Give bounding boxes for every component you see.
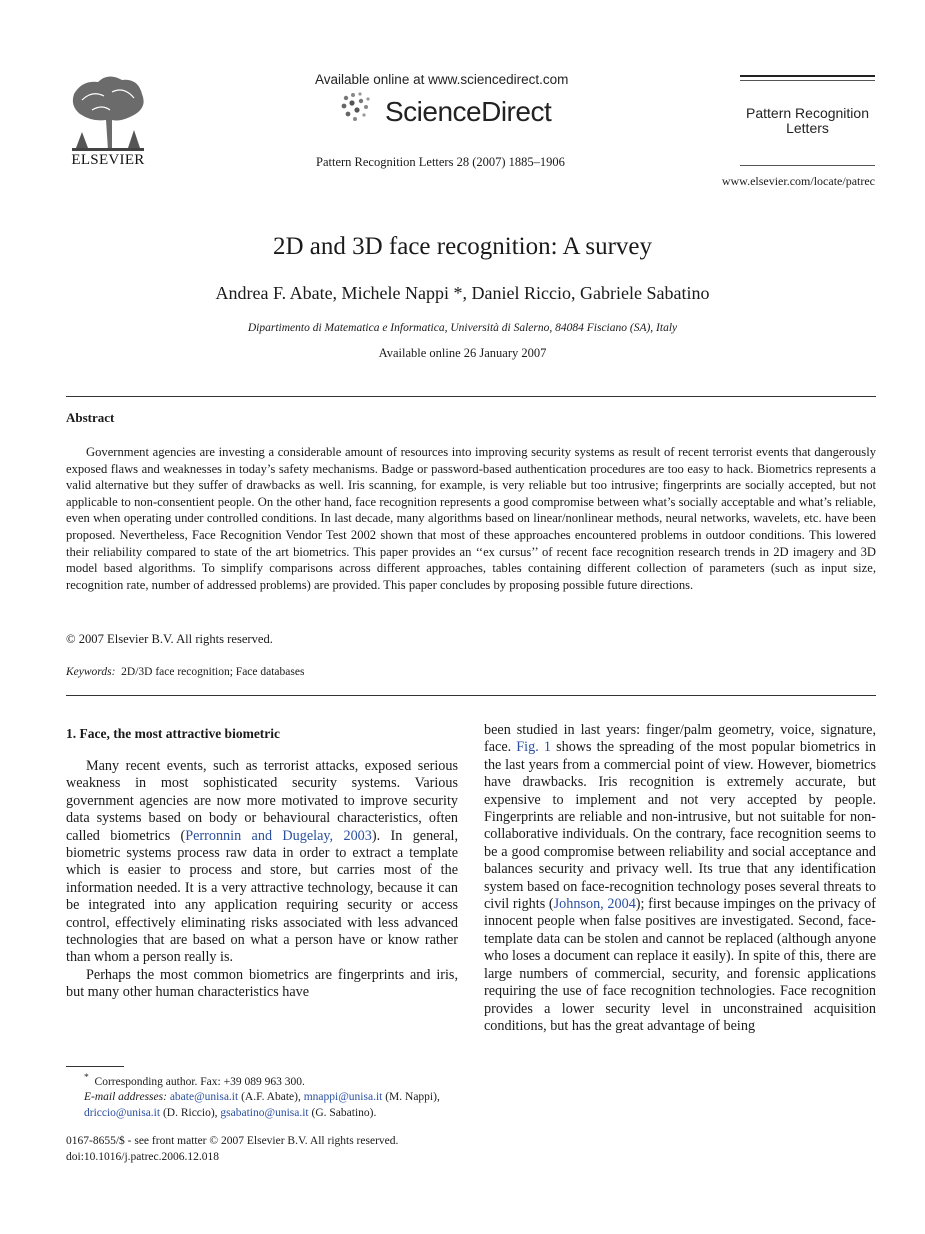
paragraph — [484, 722, 876, 1035]
available-online-banner[interactable]: Available online at www.sciencedirect.com — [315, 72, 569, 87]
footnote-text: Corresponding author. Fax: +39 089 963 300. — [94, 1075, 305, 1088]
keywords — [66, 666, 304, 678]
front-matter — [66, 1134, 486, 1165]
journal-box-rule — [740, 75, 875, 77]
section-heading: 1. Face, the most attractive biometric — [66, 726, 281, 741]
online-date: Available online 26 January 2007 — [378, 346, 547, 360]
footnote-corresponding — [66, 1070, 458, 1090]
article-authors: Andrea F. Abate, Michele Nappi *, Daniel Riccio, Gabriele Sabatino — [215, 283, 710, 303]
article-title: 2D and 3D face recognition: A survey — [272, 233, 653, 260]
footnote-emails — [66, 1090, 458, 1121]
abstract-copyright: © 2007 Elsevier B.V. All rights reserved. — [66, 632, 273, 646]
journal-citation: Pattern Recognition Letters 28 (2007) 1885–1906 — [316, 155, 565, 169]
journal-title — [740, 106, 875, 136]
keywords-list: 2D/3D face recognition; Face databases — [121, 666, 305, 678]
keywords-label: Keywords: — [66, 666, 116, 678]
paragraph-text: shows the spreading of the most popular biometrics in the last years from a commercial point of view. However, biometrics have drawbacks. Iris recognition is extremely accurate, but expensive to implement and not very accepted by people. Fingerprints are reliable and non-intrusive, but not suitable for non-collaborative individuals. On the contrary, face recognition seems to be a good compromise between reliability and social acceptance and balances security and privacy well. Its true that any identification system based on face-recognition technology poses several threats to civil rights ( — [484, 739, 876, 913]
email-owner: (A.F. Abate), — [238, 1091, 304, 1104]
journal-box-rule — [740, 165, 875, 166]
figure-link[interactable]: Fig. 1 — [516, 739, 551, 756]
journal-url[interactable]: www.elsevier.com/locate/patrec — [721, 174, 875, 188]
journal-title-line: Pattern Recognition — [746, 105, 869, 121]
journal-box-rule — [740, 80, 875, 81]
paragraph: Perhaps the most common biometrics are fingerprints and iris, but many other human characteristics have — [66, 966, 458, 1001]
footnote-rule — [66, 1066, 124, 1067]
doi[interactable]: doi:10.1016/j.patrec.2006.12.018 — [66, 1150, 219, 1163]
paragraph — [66, 758, 458, 967]
left-column — [66, 758, 458, 1002]
publisher-name: ELSEVIER — [71, 152, 145, 168]
citation-link[interactable]: Perronnin and Dugelay, 2003 — [185, 827, 372, 844]
footnotes — [66, 1070, 458, 1121]
email-owner: (M. Nappi), — [382, 1091, 440, 1104]
paragraph-text: Many recent events, such as terrorist attacks, exposed serious weakness in most sophisticated security systems. Various government agencies are now more motivated to improve security data systems based on body or behavioural characteristics, often called biometrics ( — [66, 758, 458, 844]
email-link[interactable]: mnappi@unisa.it — [303, 1091, 383, 1104]
email-link[interactable]: gsabatino@unisa.it — [220, 1106, 309, 1119]
divider — [66, 695, 876, 696]
abstract-heading: Abstract — [66, 410, 115, 425]
issn-line: 0167-8655/$ - see front matter © 2007 Elsevier B.V. All rights reserved. — [66, 1135, 399, 1147]
divider — [66, 396, 876, 397]
abstract-text: Government agencies are investing a considerable amount of resources into improving security systems as result of recent terrorist events that dangerously exposed flaws and weaknesses in today’s safety mechanisms. Badge or password-based authentication procedures are too easy to hack. Biometrics represents a valid alternative but they suffer of drawbacks as well. Iris scanning, for example, is very reliable but too intrusive; fingerprints are socially accepted, but not applicable to non-consentient people. On the other hand, face recognition represents a good compromise between what’s socially acceptable and what’s reliable, even when operating under controlled conditions. In last decade, many algorithms based on linear/nonlinear methods, neural networks, wavelets, etc. have been proposed. Nevertheless, Face Recognition Vendor Test 2002 shown that most of these approaches encountered problems in outdoor conditions. This lowered their reliability compared to state of the art biometrics. This paper provides an ‘‘ex cursus’’ of recent face recognition research trends in 2D imagery and 3D model based algorithms. To simplify comparisons across different approaches, tables containing different collection of parameters (such as input size, recognition rate, number of addressed problems) are provided. This paper concludes by proposing possible future directions. — [66, 445, 876, 592]
email-link[interactable]: abate@unisa.it — [169, 1091, 239, 1104]
email-owner: (D. Riccio), — [160, 1106, 221, 1119]
sciencedirect-logo-text: ScienceDirect — [385, 96, 552, 127]
paragraph-text: ); first because impinges on the privacy of innocent people when false positives are investigated. Second, face-template data can be stolen and cannot be replaced (although anyone who loses a document can replace it easily). In spite of this, there are large numbers of commercial, security, and forensic applications requiring the use of face recognition technologies. Face recognition provides a lower security level in unconstrained acquisition conditions, but has the great advantage of being — [484, 896, 876, 1034]
email-owner: (G. Sabatino). — [308, 1106, 377, 1119]
author-affiliation: Dipartimento di Matematica e Informatica, Università di Salerno, 84084 Fisciano (SA), Italy — [247, 322, 678, 334]
footnote-star: * — [84, 1072, 89, 1083]
email-link[interactable]: driccio@unisa.it — [84, 1106, 161, 1119]
journal-title-line: Letters — [786, 120, 829, 136]
citation-link[interactable]: Johnson, 2004 — [553, 896, 636, 913]
paragraph-text: ). In general, biometric systems process raw data in order to extract a template which is easier to process and store, but carries most of the information needed. It is a very attractive technology, because it can be integrated into any application requiring security or access control, effectively eliminating risks associated with less advanced technologies that are based on what a person have or know rather than whom a person really is. — [66, 827, 458, 966]
paragraph-text: been studied in last years: finger/palm geometry, voice, signature, face. — [484, 722, 876, 756]
sciencedirect-dots-icon — [340, 90, 374, 124]
right-column — [484, 722, 876, 1035]
email-label: E-mail addresses: — [84, 1091, 167, 1104]
